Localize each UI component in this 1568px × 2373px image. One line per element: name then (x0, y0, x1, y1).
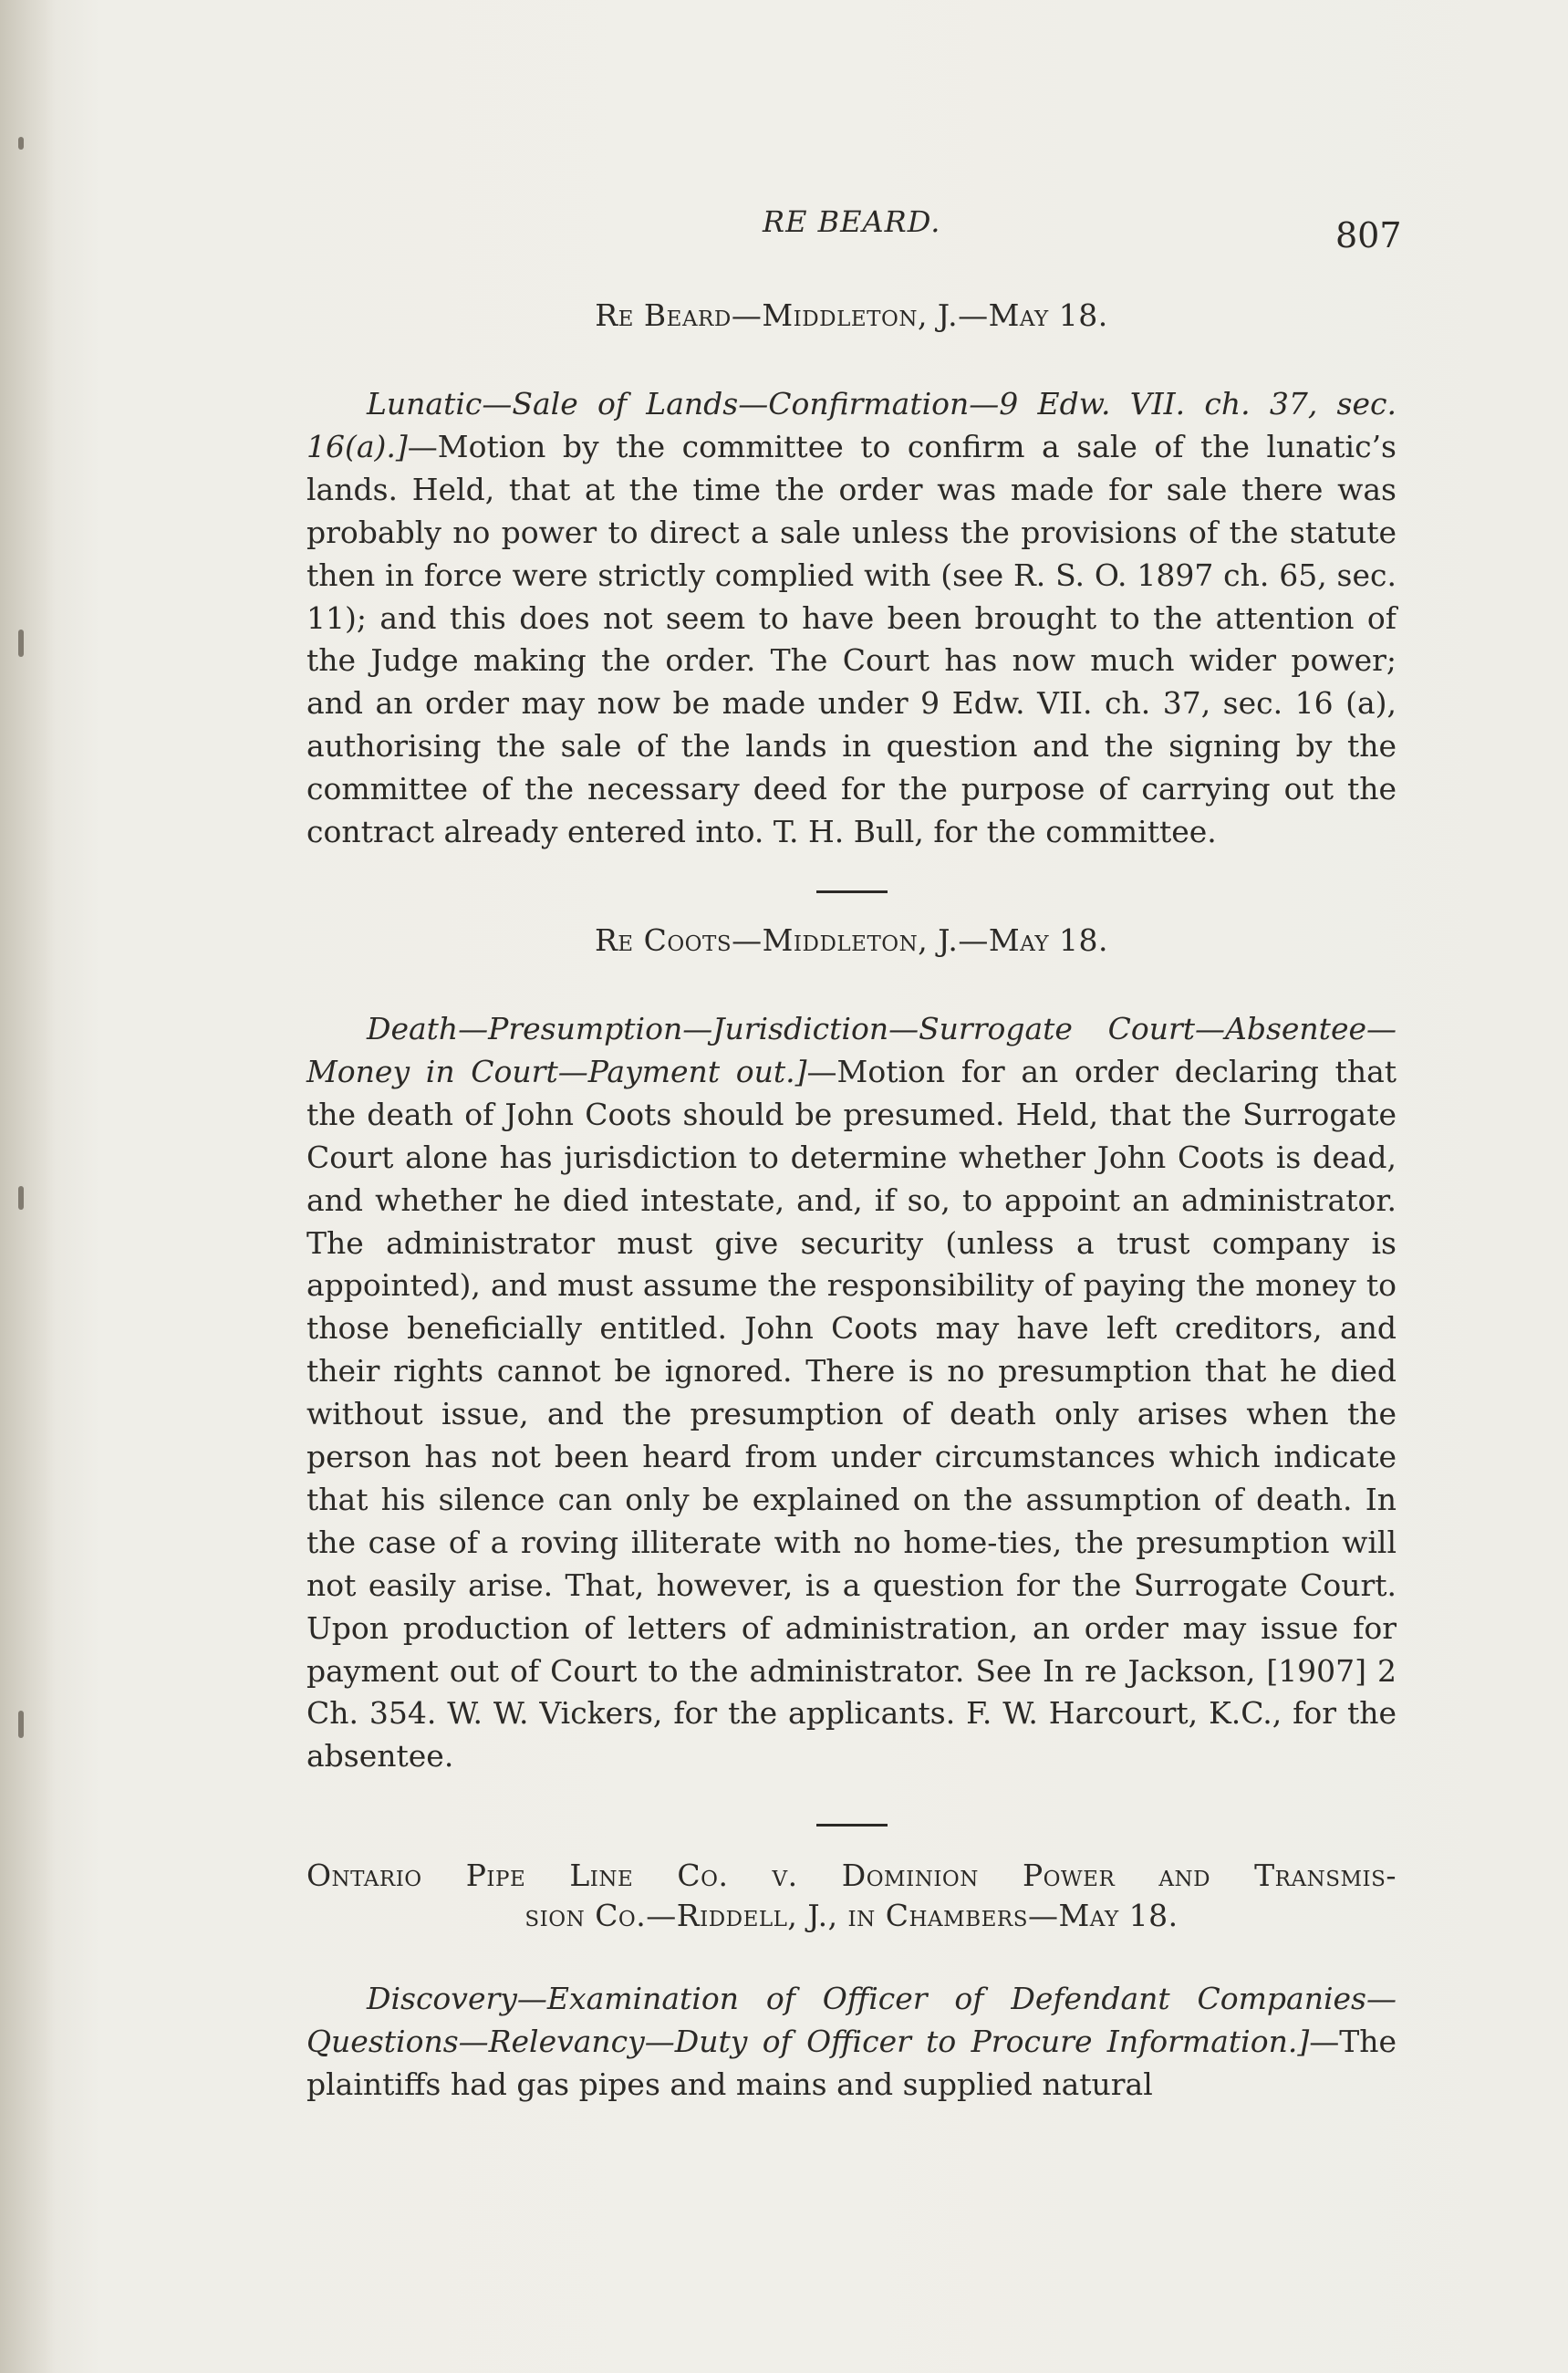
case-ontario-pipe-line (306, 1856, 1397, 2107)
binding-mark (18, 1711, 24, 1738)
case-subject-headnote: Discovery—Examination of Officer of Defendant Companies—Questions—Relevancy—Duty of Officer to Procure Information.] (306, 1981, 1397, 2060)
running-head: RE BEARD. (763, 204, 941, 239)
binding-mark (18, 630, 24, 657)
case-body-text: —Motion by the committee to confirm a sale of the lunatic’s lands. Held, that at the time the order was made for sale there was probably no power to direct a sale unless the provisions of the statute then in force were strictly complied with (see R. S. O. 1897 ch. 65, sec. 11); and this does not seem to have been brought to the attention of the Judge making the order. The Court has now much wider power; and an order may now be made under 9 Edw. VII. ch. 37, sec. 16 (a), authorising the sale of the lands in question and the signing by the committee of the necessary deed for the purpose of carrying out the contract already entered into. T. H. Bull, for the committee. (306, 428, 1397, 850)
case-heading-line-2: sion Co.—Riddell, J., in Chambers—May 18. (524, 1898, 1179, 1934)
binding-mark (18, 1186, 24, 1210)
case-subject-headnote: Death—Presumption—Jurisdiction—Surrogate Court—Absentee—Money in Court—Payment out.] (306, 1010, 1397, 1089)
case-subject-headnote: Lunatic—Sale of Lands—Confirmation—9 Edw. VII. ch. 37, sec. 16(a).] (306, 386, 1397, 464)
case-body-text: —Motion for an order declaring that the death of John Coots should be presumed. Held, that the Surrogate Court alone has jurisdiction to determine whether John Coots is dead, and whether he died intestate, and, if so, to appoint an administrator. The administrator must give security (unless a trust company is appointed), and must assume the responsibility of paying the money to those beneficially entitled. John Coots may have left creditors, and their rights cannot be ignored. There is no presumption that he died without issue, and the presumption of death only arises when the person has not been heard from under circumstances which indicate that his silence can only be explained on the assumption of death. In the case of a roving illiterate with no home-ties, the presumption will not easily arise. That, however, is a question for the Surrogate Court. Upon production of letters of administration, an order may issue for payment out of Court to the administrator. See In re Jackson, [1907] 2 Ch. 354. W. W. Vickers, for the applicants. F. W. Harcourt, K.C., for the absentee. (306, 1053, 1397, 1775)
case-heading-line-1: Ontario Pipe Line Co. v. Dominion Power and Transmis- (306, 1858, 1397, 1894)
case-body-text: —The plaintiffs had gas pipes and mains and supplied natural (306, 2024, 1397, 2103)
case-re-beard (306, 296, 1397, 854)
binding-mark (18, 137, 24, 150)
case-paragraph (306, 1978, 1397, 2107)
page-content (306, 296, 1397, 2107)
case-re-coots (306, 921, 1397, 1778)
case-heading: Re Coots—Middleton, J.—May 18. (594, 921, 1109, 958)
binding-edge (0, 0, 55, 2373)
case-paragraph (306, 383, 1397, 854)
page-number: 807 (1335, 215, 1402, 255)
case-paragraph (306, 1008, 1397, 1778)
case-heading: Re Beard—Middleton, J.—May 18. (595, 297, 1108, 333)
